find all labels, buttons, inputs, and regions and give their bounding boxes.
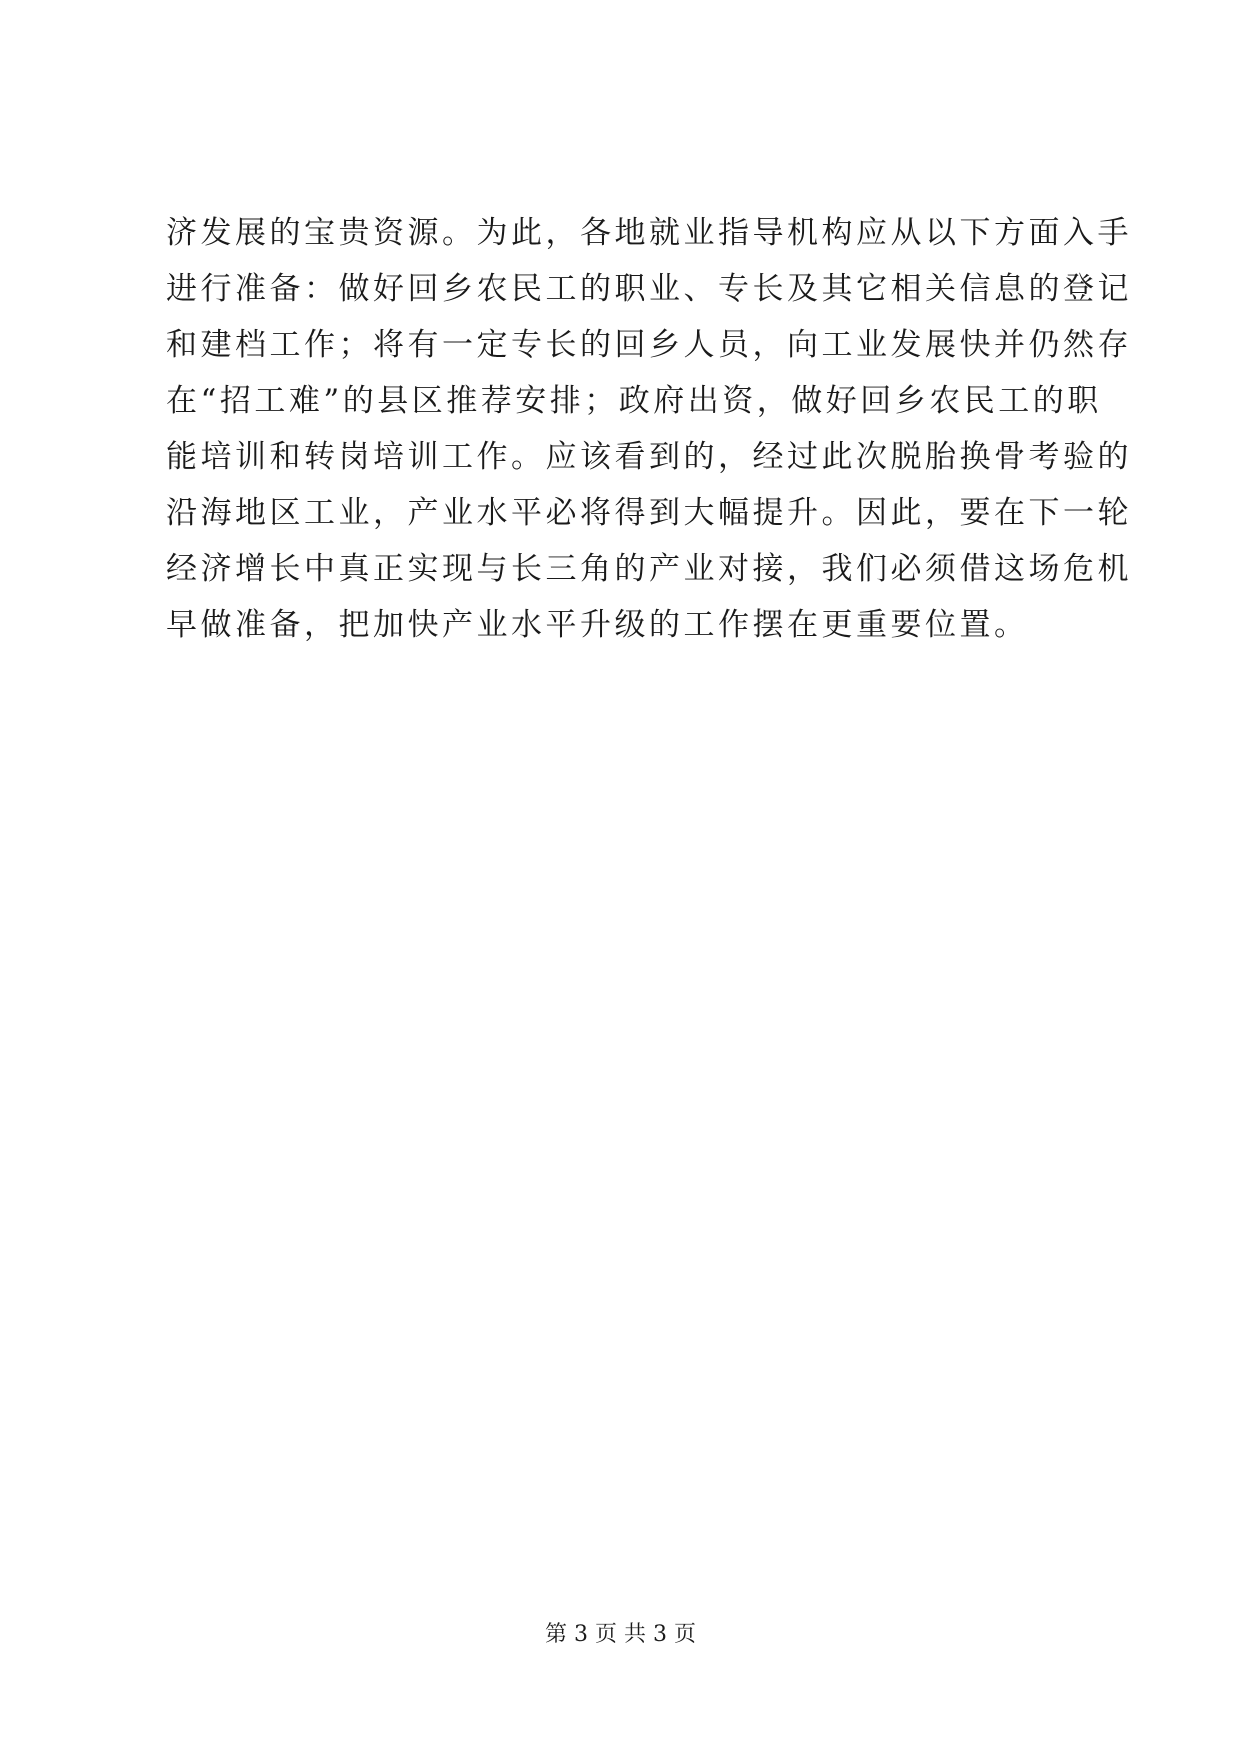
page-number-footer: 第 3 页 共 3 页 xyxy=(545,1622,696,1647)
paragraph-line-8: 早做准备，把加快产业水平升级的工作摆在更重要位置。 xyxy=(166,607,1029,643)
paragraph-line-5: 能培训和转岗培训工作。应该看到的，经过此次脱胎换骨考验的 xyxy=(166,439,1132,475)
paragraph-line-6: 沿海地区工业，产业水平必将得到大幅提升。因此，要在下一轮 xyxy=(166,495,1132,531)
paragraph-line-2: 进行准备：做好回乡农民工的职业、专长及其它相关信息的登记 xyxy=(166,271,1132,307)
paragraph-line-7: 经济增长中真正实现与长三角的产业对接，我们必须借这场危机 xyxy=(166,551,1132,587)
paragraph-line-3: 和建档工作；将有一定专长的回乡人员，向工业发展快并仍然存 xyxy=(166,327,1132,363)
paragraph-line-1: 济发展的宝贵资源。为此，各地就业指导机构应从以下方面入手 xyxy=(166,215,1132,251)
body-paragraph xyxy=(166,205,1132,653)
paragraph-line-4: 在“招工难”的县区推荐安排；政府出资，做好回乡农民工的职 xyxy=(166,383,1102,419)
